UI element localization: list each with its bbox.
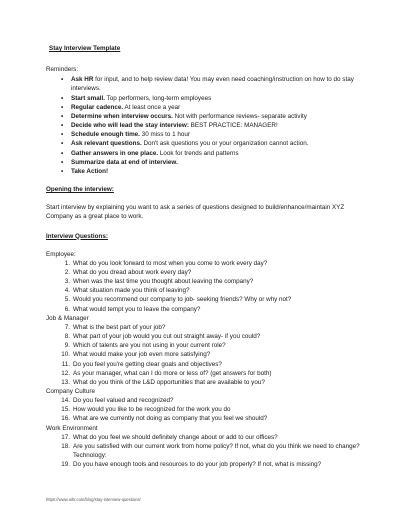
question-text: What do you feel we should definitely change about or add to our offices? bbox=[73, 433, 278, 441]
question-sublabel bbox=[46, 451, 367, 460]
question-group-label: Job & Manager bbox=[46, 314, 89, 322]
question-group-label: Employee: bbox=[46, 250, 76, 258]
reminder-item bbox=[46, 130, 367, 139]
question-list bbox=[46, 433, 367, 470]
reminder-item bbox=[46, 158, 367, 167]
reminder-item bbox=[46, 149, 367, 158]
question-item bbox=[46, 396, 367, 405]
question-number: 5. bbox=[64, 296, 70, 304]
question-item bbox=[46, 295, 367, 304]
question-item bbox=[46, 442, 367, 451]
questions-container bbox=[46, 250, 367, 470]
reminder-item bbox=[46, 139, 367, 148]
question-number: 9. bbox=[64, 342, 70, 350]
question-number: 2. bbox=[64, 268, 70, 276]
question-list bbox=[46, 323, 367, 387]
question-item bbox=[46, 277, 367, 286]
question-number: 1. bbox=[64, 259, 70, 267]
question-text: Which of talents are you not using in your current role? bbox=[73, 342, 226, 350]
question-list bbox=[46, 396, 367, 423]
question-item bbox=[46, 305, 367, 314]
question-number: 11. bbox=[61, 360, 70, 368]
opening-heading: Opening the interview: bbox=[46, 186, 114, 194]
reminder-item bbox=[46, 121, 367, 130]
page-title: Stay Interview Template bbox=[49, 45, 121, 52]
question-item bbox=[46, 341, 367, 350]
question-list bbox=[46, 259, 367, 314]
reminder-text: Top performers, long-term employees bbox=[104, 94, 212, 102]
question-item bbox=[46, 286, 367, 295]
question-text: What would make your job even more satisfying? bbox=[73, 351, 211, 359]
bullet-icon: • bbox=[61, 131, 64, 139]
reminder-item bbox=[46, 75, 367, 93]
question-text: When was the last time you thought about leaving the company? bbox=[73, 278, 254, 286]
question-item bbox=[46, 360, 367, 369]
reminders-label: Reminders: bbox=[46, 66, 79, 74]
question-text: What part of your job would you cut out straight away- if you could? bbox=[73, 333, 261, 341]
reminder-lead: Decide who will lead the stay interview: bbox=[71, 122, 189, 130]
reminder-text: for input, and to help review data! You may even need coaching/instruction on how to do stay interviews. bbox=[71, 76, 354, 93]
question-item bbox=[46, 332, 367, 341]
bullet-icon: • bbox=[61, 122, 64, 130]
question-text: What situation made you think of leaving? bbox=[73, 287, 190, 295]
reminder-lead: Gather answers in one place. bbox=[71, 149, 159, 157]
question-number: 4. bbox=[64, 287, 70, 295]
question-number: 7. bbox=[64, 323, 70, 331]
reminder-item bbox=[46, 167, 367, 176]
question-item bbox=[46, 414, 367, 423]
question-item bbox=[46, 259, 367, 268]
question-text: What are we currently not doing as company that you feel we should? bbox=[73, 415, 268, 423]
question-group-label: Company Culture bbox=[46, 388, 95, 395]
reminder-text: BEST PRACTICE: MANAGER! bbox=[188, 122, 278, 130]
question-number: 14. bbox=[61, 397, 70, 405]
reminder-lead: Ask relevant questions. bbox=[71, 140, 142, 148]
question-text: Do you feel valued and recognized? bbox=[73, 397, 174, 405]
bullet-icon: • bbox=[61, 103, 64, 111]
bullet-icon: • bbox=[61, 76, 64, 84]
reminder-lead: Summarize data at end of interview. bbox=[71, 158, 178, 166]
question-number: 8. bbox=[64, 333, 70, 341]
bullet-icon: • bbox=[61, 112, 64, 120]
question-text: How would you like to be recognized for the work you do bbox=[73, 406, 231, 414]
question-text: Do you have enough tools and resources to do your job properly? If not, what is missing? bbox=[73, 461, 322, 469]
question-text: Do you feel you're getting clear goals and objectives? bbox=[73, 360, 222, 368]
bullet-icon: • bbox=[61, 149, 64, 157]
question-text: What do you think of the L&D opportunities that are available to you? bbox=[73, 378, 265, 386]
question-item bbox=[46, 268, 367, 277]
bullet-icon: • bbox=[61, 167, 64, 175]
question-text: Are you satisfied with our current work from home policy? If not, what do you think we need to change? bbox=[73, 442, 360, 450]
question-item bbox=[46, 433, 367, 442]
question-number: 10. bbox=[61, 351, 70, 359]
reminder-item bbox=[46, 94, 367, 103]
question-item bbox=[46, 369, 367, 378]
reminder-item bbox=[46, 112, 367, 121]
reminder-text: 30 miss to 1 hour bbox=[139, 131, 190, 139]
question-text: What would tempt you to leave the company? bbox=[73, 305, 201, 313]
reminder-text: Not with performance reviews- separate activity bbox=[172, 112, 307, 120]
reminder-text: At least once a year bbox=[123, 103, 181, 111]
reminder-item bbox=[46, 103, 367, 112]
question-number: 6. bbox=[64, 305, 70, 313]
reminder-lead: Regular cadence. bbox=[71, 103, 124, 111]
question-text: Technology: bbox=[73, 452, 107, 460]
question-item bbox=[46, 323, 367, 332]
question-text: As your manager, what can I do more or less of? (get answers for both) bbox=[73, 369, 272, 377]
questions-heading: Interview Questions: bbox=[46, 232, 108, 240]
reminders-list bbox=[46, 75, 367, 176]
question-text: Would you recommend our company to job- seeking friends? Why or why not? bbox=[73, 296, 292, 304]
question-number: 16. bbox=[61, 415, 70, 423]
question-number: 12. bbox=[61, 369, 70, 377]
reminder-lead: Take Action! bbox=[71, 167, 109, 175]
reminder-lead: Schedule enough time. bbox=[71, 131, 140, 139]
bullet-icon: • bbox=[61, 158, 64, 166]
bullet-icon: • bbox=[61, 94, 64, 102]
opening-text: Start interview by explaining you want to ask a series of questions designed to build/enhance/maintain XYZ Company as a great place to work. bbox=[46, 204, 345, 221]
question-number: 15. bbox=[61, 406, 70, 414]
question-number: 3. bbox=[64, 278, 70, 286]
reminder-lead: Start small. bbox=[71, 94, 105, 102]
question-item bbox=[46, 378, 367, 387]
question-item bbox=[46, 405, 367, 414]
question-item bbox=[46, 350, 367, 359]
reminder-text: Don't ask questions you or your organization cannot action. bbox=[141, 140, 309, 148]
question-number: 18. bbox=[61, 442, 70, 450]
footer-url: https://www.aihr.com/blog/stay-interview-questions/ bbox=[46, 497, 141, 502]
question-text: What is the best part of your job? bbox=[73, 323, 166, 331]
question-number: 13. bbox=[61, 378, 70, 386]
reminder-text: Look for trends and patterns bbox=[158, 149, 239, 157]
reminder-lead: Determine when interview occurs. bbox=[71, 112, 173, 120]
question-number: 17. bbox=[61, 433, 70, 441]
question-text: What do you dread about work every day? bbox=[73, 268, 192, 276]
reminder-lead: Ask HR bbox=[71, 76, 94, 84]
question-text: What do you look forward to most when you come to work every day? bbox=[73, 259, 268, 267]
question-number: 19. bbox=[61, 461, 70, 469]
question-group-label: Work Environment bbox=[46, 424, 98, 432]
question-item bbox=[46, 460, 367, 469]
bullet-icon: • bbox=[61, 140, 64, 148]
